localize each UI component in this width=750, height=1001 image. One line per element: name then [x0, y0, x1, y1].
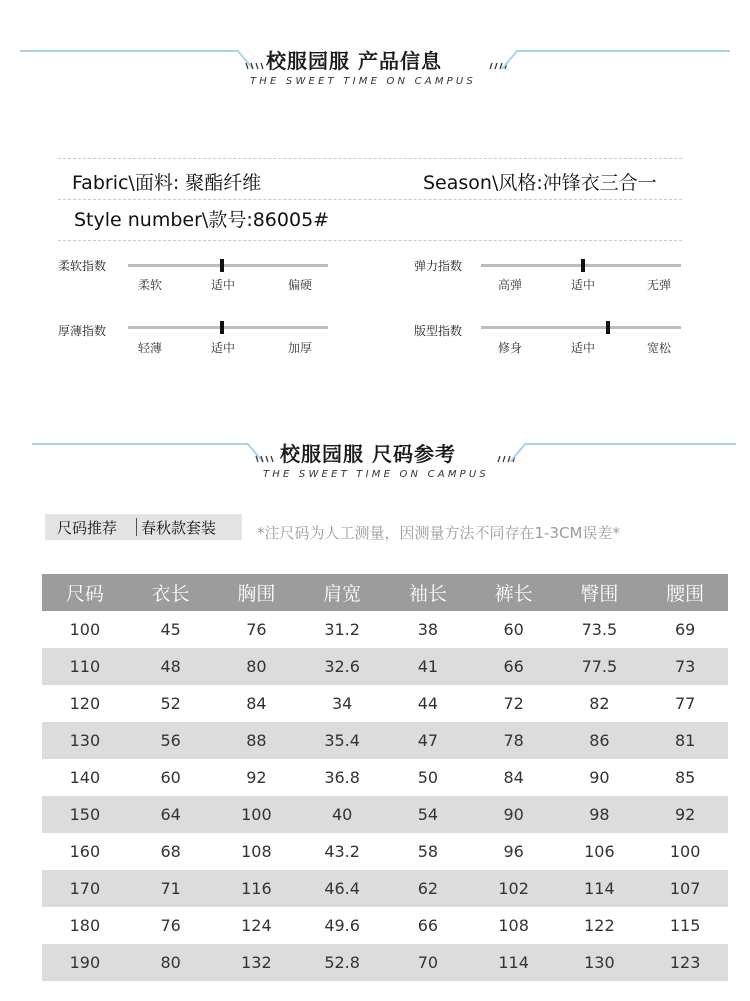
table-cell: 77 [674, 694, 696, 713]
fit-tick-label: 适中 [570, 341, 596, 355]
table-cell: 72 [503, 694, 524, 713]
table-cell: 124 [241, 916, 272, 935]
softness-tick-label: 偏硬 [287, 278, 313, 292]
slash-decoration-left [247, 441, 277, 463]
table-cell: 106 [584, 842, 615, 861]
section-title-size-reference: 校服园服 尺码参考 [280, 442, 456, 466]
table-row [42, 944, 728, 981]
table-cell: 58 [417, 842, 439, 861]
slash-decoration-right [488, 48, 518, 70]
fit-tick-label: 宽松 [646, 341, 672, 355]
header-line-left [32, 443, 248, 445]
column-header: 胸围 [214, 574, 300, 611]
table-row [42, 722, 728, 759]
thickness-index-marker [220, 321, 224, 334]
table-row [42, 796, 728, 833]
size-recommend-tag: 尺码推荐 [57, 519, 118, 537]
section-title-product-info: 校服园服 产品信息 [266, 49, 442, 73]
softness-tick-label: 柔软 [137, 278, 163, 292]
table-cell: 48 [128, 648, 214, 685]
column-header: 肩宽 [299, 574, 385, 611]
table-cell: 84 [503, 768, 524, 787]
table-cell: 49.6 [324, 916, 360, 935]
size-table [42, 574, 728, 981]
tag-divider [136, 518, 137, 536]
thickness-tick-label: 加厚 [287, 341, 313, 355]
table-row [42, 833, 728, 870]
table-cell: 62 [385, 870, 471, 907]
table-cell: 77.5 [557, 648, 643, 685]
table-cell: 114 [471, 944, 557, 981]
thickness-index-title: 厚薄指数 [58, 324, 107, 338]
section-subtitle: THE SWEET TIME ON CAMPUS [250, 76, 476, 87]
table-cell: 80 [214, 648, 300, 685]
table-cell: 69 [674, 620, 696, 639]
softness-index-title: 柔软指数 [58, 259, 107, 273]
table-cell: 44 [417, 694, 439, 713]
table-cell: 35.4 [299, 722, 385, 759]
column-header: 袖长 [385, 574, 471, 611]
table-cell: 31.2 [324, 620, 360, 639]
table-cell: 100 [69, 620, 101, 639]
table-cell: 60 [503, 620, 524, 639]
table-cell: 60 [160, 768, 181, 787]
softness-tick-label: 适中 [210, 278, 236, 292]
table-cell: 86 [557, 722, 643, 759]
elasticity-tick-label: 无弹 [646, 278, 672, 292]
table-cell: 98 [557, 796, 643, 833]
table-cell: 96 [503, 842, 524, 861]
header-line-left [20, 50, 238, 52]
softness-index-marker [220, 259, 224, 272]
table-cell: 81 [642, 722, 728, 759]
elasticity-tick-label: 适中 [570, 278, 596, 292]
table-cell: 130 [557, 944, 643, 981]
style-number-label: Style number\款号:86005# [74, 209, 330, 231]
fit-index-track [481, 326, 681, 329]
header-line-right [516, 50, 730, 52]
table-cell: 102 [471, 870, 557, 907]
softness-index-track [128, 264, 328, 267]
table-cell: 73.5 [581, 620, 618, 639]
table-cell: 64 [128, 796, 214, 833]
table-cell: 80 [128, 944, 214, 981]
elasticity-tick-label: 高弹 [497, 278, 523, 292]
table-cell: 90 [589, 768, 610, 787]
table-cell: 84 [246, 694, 267, 713]
column-header: 臀围 [557, 574, 643, 611]
table-cell: 56 [128, 722, 214, 759]
table-cell: 68 [160, 842, 181, 861]
table-cell: 92 [642, 796, 728, 833]
table-cell: 140 [69, 768, 101, 787]
column-header: 尺码 [42, 574, 128, 611]
table-cell: 34 [331, 694, 353, 713]
header-line-right [524, 443, 736, 445]
table-cell: 122 [584, 916, 615, 935]
table-cell: 52 [160, 694, 181, 713]
slash-decoration-left [237, 48, 267, 70]
table-cell: 108 [241, 842, 272, 861]
table-cell: 76 [160, 916, 181, 935]
measurement-note: *注尺码为人工测量，因测量方法不同存在1-3CM误差* [257, 524, 620, 542]
thickness-index-track [128, 326, 328, 329]
table-cell: 160 [69, 842, 101, 861]
table-cell: 116 [214, 870, 300, 907]
table-cell: 123 [642, 944, 728, 981]
table-cell: 85 [674, 768, 696, 787]
table-cell: 50 [417, 768, 439, 787]
table-cell: 108 [498, 916, 529, 935]
table-cell: 110 [42, 648, 128, 685]
table-cell: 115 [669, 916, 701, 935]
table-row [42, 907, 728, 944]
table-row [42, 870, 728, 907]
table-cell: 88 [214, 722, 300, 759]
table-header-row [42, 574, 728, 611]
table-cell: 130 [42, 722, 128, 759]
table-row [42, 685, 728, 722]
table-cell: 107 [642, 870, 728, 907]
column-header: 衣长 [128, 574, 214, 611]
table-cell: 82 [589, 694, 610, 713]
table-cell: 120 [69, 694, 101, 713]
column-header: 腰围 [642, 574, 728, 611]
table-cell: 43.2 [324, 842, 360, 861]
table-cell: 70 [385, 944, 471, 981]
table-cell: 100 [214, 796, 300, 833]
divider [58, 199, 682, 200]
fabric-label: Fabric\面料: 聚酯纤维 [72, 172, 262, 194]
divider [58, 240, 682, 241]
table-cell: 180 [69, 916, 101, 935]
table-row [42, 648, 728, 685]
elasticity-index-title: 弹力指数 [414, 259, 463, 273]
table-cell: 46.4 [299, 870, 385, 907]
thickness-tick-label: 适中 [210, 341, 236, 355]
table-cell: 38 [417, 620, 439, 639]
table-cell: 45 [160, 620, 181, 639]
divider [58, 158, 682, 159]
table-cell: 100 [669, 842, 701, 861]
table-cell: 170 [42, 870, 128, 907]
table-cell: 73 [642, 648, 728, 685]
season-set-tag: 春秋款套装 [141, 519, 217, 537]
slash-decoration-right [496, 441, 526, 463]
table-cell: 41 [385, 648, 471, 685]
fit-index-marker [606, 321, 610, 334]
table-row [42, 611, 728, 648]
table-cell: 76 [246, 620, 267, 639]
table-cell: 78 [471, 722, 557, 759]
table-cell: 132 [214, 944, 300, 981]
table-cell: 71 [128, 870, 214, 907]
table-cell: 66 [471, 648, 557, 685]
table-cell: 150 [42, 796, 128, 833]
season-label: Season\风格:冲锋衣三合一 [423, 172, 657, 194]
table-cell: 40 [299, 796, 385, 833]
thickness-tick-label: 轻薄 [137, 341, 163, 355]
section-subtitle: THE SWEET TIME ON CAMPUS [263, 469, 489, 480]
table-cell: 52.8 [299, 944, 385, 981]
table-row [42, 759, 728, 796]
table-cell: 47 [385, 722, 471, 759]
table-cell: 190 [42, 944, 128, 981]
table-cell: 54 [385, 796, 471, 833]
fit-tick-label: 修身 [497, 341, 523, 355]
table-cell: 36.8 [324, 768, 360, 787]
elasticity-index-marker [581, 259, 585, 272]
table-cell: 92 [246, 768, 267, 787]
table-cell: 32.6 [299, 648, 385, 685]
table-cell: 90 [471, 796, 557, 833]
table-cell: 66 [417, 916, 439, 935]
column-header: 裤长 [471, 574, 557, 611]
fit-index-title: 版型指数 [414, 324, 463, 338]
table-cell: 114 [557, 870, 643, 907]
